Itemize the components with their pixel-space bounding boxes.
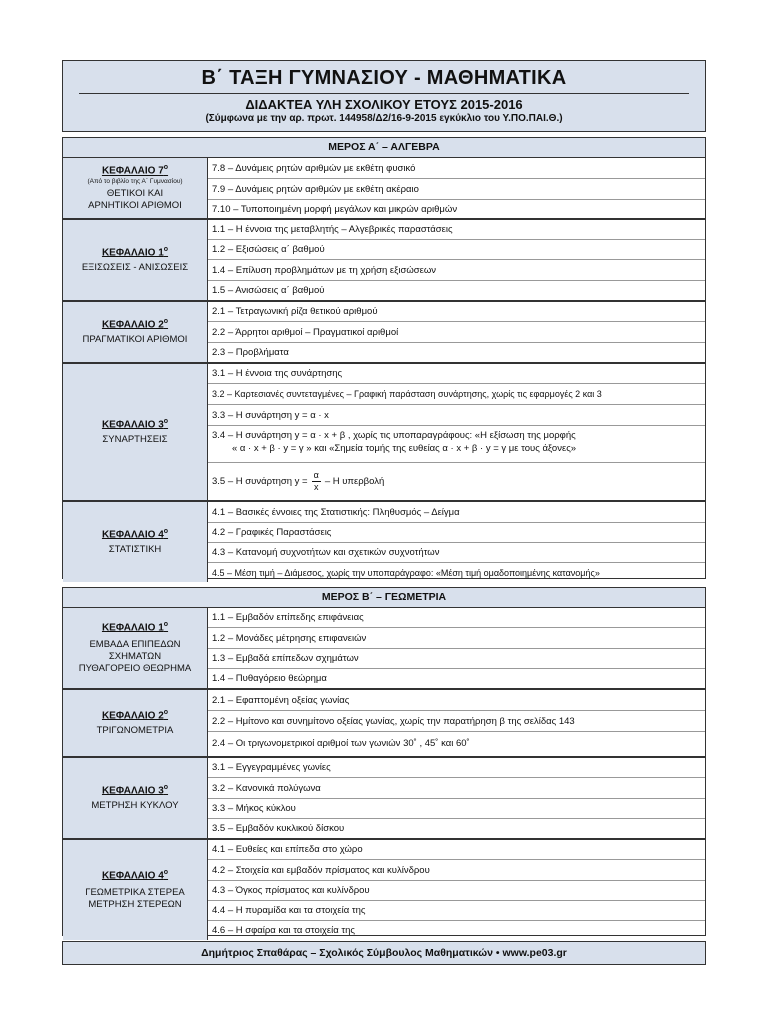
chapter-name: ΓΕΩΜΕΤΡΙΚΑ ΣΤΕΡΕΑ ΜΕΤΡΗΣΗ ΣΤΕΡΕΩΝ — [85, 887, 185, 911]
chapter-name: ΣΥΝΑΡΤΗΣΕΙΣ — [102, 434, 168, 446]
chapter-label — [63, 840, 208, 940]
geometry-section — [62, 587, 706, 936]
list-item: 4.1 – Βασικές έννοιες της Στατιστικής: Πληθυσμός – Δείγμα — [212, 506, 460, 518]
algebra-chapter-4 — [63, 500, 705, 582]
chapter-title: ΚΕΦΑΛΑΙΟ $1^o$ — [101, 620, 169, 634]
chapter-items — [208, 840, 705, 940]
chapter-name: ΜΕΤΡΗΣΗ ΚΥΚΛΟΥ — [91, 800, 179, 812]
document-note: (Σύμφωνα με την αρ. πρωτ. 144958/Δ2/16-9-2015 εγκύκλιο του Υ.ΠΟ.ΠΑΙ.Θ.) — [205, 113, 563, 124]
document-footer: Δημήτριος Σπαθάρας – Σχολικός Σύμβουλος Μαθηματικών • www.pe03.gr — [62, 941, 706, 965]
chapter-title: ΚΕΦΑΛΑΙΟ $2^o$ — [101, 708, 169, 722]
chapter-note: (Από το βιβλίο της Α΄ Γυμνασίου) — [87, 177, 183, 185]
fraction — [312, 470, 321, 493]
chapter-label — [63, 502, 208, 582]
algebra-chapter-1 — [63, 218, 705, 300]
chapter-items — [208, 364, 705, 500]
list-item: 4.6 – Η σφαίρα και τα στοιχεία της — [208, 920, 705, 940]
chapter-title: ΚΕΦΑΛΑΙΟ $4^o$ — [101, 868, 169, 882]
list-item-3-4 — [208, 425, 705, 462]
chapter-items — [208, 220, 705, 300]
list-item: 1.2 – Εξισώσεις α΄ βαθμού — [208, 239, 705, 259]
geometry-chapter-3 — [63, 756, 705, 838]
list-item: 1.5 – Ανισώσεις α΄ βαθμού — [208, 280, 705, 300]
chapter-items — [208, 608, 705, 688]
list-item: 2.3 – Προβλήματα — [208, 342, 705, 362]
list-item: 4.4 – Η πυραμίδα και τα στοιχεία της — [208, 900, 705, 920]
document-title: Β΄ ΤΑΞΗ ΓΥΜΝΑΣΙΟΥ - ΜΑΘΗΜΑΤΙΚΑ — [201, 67, 567, 89]
list-item: 4.2 – Γραφικές Παραστάσεις — [208, 522, 705, 542]
list-item: 4.1 – Ευθείες και επίπεδα στο χώρο — [212, 844, 363, 855]
list-item: 4.5 – Μέση τιμή – Διάμεσος, χωρίς την υποπαράγραφο: «Μέση τιμή ομαδοποιημένης κατανομής» — [208, 562, 705, 582]
list-item: 3.5 – Εμβαδόν κυκλικού δίσκου — [208, 818, 705, 838]
list-item: 3.3 – Η συνάρτηση y = α · x — [208, 404, 705, 425]
header-divider — [79, 93, 689, 94]
chapter-label — [63, 690, 208, 756]
list-item: 2.1 – Εφαπτομένη οξείας γωνίας — [212, 694, 350, 706]
chapter-name: ΤΡΙΓΩΝΟΜΕΤΡΙΑ — [96, 725, 174, 737]
formula-prefix: 3.5 – Η συνάρτηση y = — [212, 475, 308, 487]
document-header — [62, 60, 706, 132]
chapter-name: ΕΜΒΑΔΑ ΕΠΙΠΕΔΩΝ ΣΧΗΜΑΤΩΝ ΠΥΘΑΓΟΡΕΙΟ ΘΕΩΡΗΜΑ — [78, 639, 192, 675]
chapter-items — [208, 158, 705, 218]
chapter-label — [63, 220, 208, 300]
list-item: 4.3 – Όγκος πρίσματος και κυλίνδρου — [208, 880, 705, 900]
chapter-name: ΘΕΤΙΚΟΙ ΚΑΙ ΑΡΝΗΤΙΚΟΙ ΑΡΙΘΜΟΙ — [88, 187, 182, 211]
chapter-items — [208, 758, 705, 838]
list-item: 2.1 – Τετραγωνική ρίζα θετικού αριθμού — [212, 306, 378, 317]
chapter-name: ΠΡΑΓΜΑΤΙΚΟΙ ΑΡΙΘΜΟΙ — [82, 334, 188, 346]
chapter-title: ΚΕΦΑΛΑΙΟ $1^o$ — [101, 245, 169, 259]
list-item: 1.2 – Μονάδες μέτρησης επιφανειών — [208, 627, 705, 648]
list-item: 2.2 – Άρρητοι αριθμοί – Πραγματικοί αριθμοί — [208, 321, 705, 342]
algebra-section-title: ΜΕΡΟΣ Α΄ – ΑΛΓΕΒΡΑ — [63, 138, 705, 158]
algebra-section — [62, 137, 706, 579]
document-subtitle: ΔΙΔΑΚΤΕΑ ΥΛΗ ΣΧΟΛΙΚΟΥ ΕΤΟΥΣ 2015-2016 — [245, 97, 523, 112]
list-item: 3.1 – Εγγεγραμμένες γωνίες — [212, 762, 331, 773]
chapter-title: ΚΕΦΑΛΑΙΟ $3^o$ — [101, 783, 169, 797]
geometry-chapter-4 — [63, 838, 705, 940]
fraction-denominator: x — [313, 481, 319, 492]
chapter-title: ΚΕΦΑΛΑΙΟ $3^o$ — [101, 417, 169, 431]
chapter-name: ΕΞΙΣΩΣΕΙΣ - ΑΝΙΣΩΣΕΙΣ — [81, 262, 189, 274]
chapter-items — [208, 690, 705, 756]
formula-suffix: – Η υπερβολή — [324, 475, 385, 487]
list-item: 2.4 – Οι τριγωνομετρικοί αριθμοί των γωνιών 30˚ , 45˚ και 60˚ — [208, 731, 705, 755]
list-item: 1.1 – Εμβαδόν επίπεδης επιφάνειας — [212, 612, 364, 623]
list-item: 3.2 – Καρτεσιανές συντεταγμένες – Γραφική παράσταση συνάρτησης, χωρίς τις εφαρμογές 2 και 3 — [208, 383, 705, 404]
list-item: 2.2 – Ημίτονο και συνημίτονο οξείας γωνίας, χωρίς την παρατήρηση β της σελίδας 143 — [208, 710, 705, 731]
geometry-section-title: ΜΕΡΟΣ Β΄ – ΓΕΩΜΕΤΡΙΑ — [63, 588, 705, 608]
chapter-items — [208, 502, 705, 582]
list-item: 7.9 – Δυνάμεις ρητών αριθμών με εκθέτη ακέραιο — [208, 178, 705, 199]
algebra-chapter-3 — [63, 362, 705, 500]
list-item: 7.10 – Τυποποιημένη μορφή μεγάλων και μικρών αριθμών — [208, 199, 705, 219]
list-item: 1.3 – Εμβαδά επίπεδων σχημάτων — [208, 648, 705, 668]
chapter-title: ΚΕΦΑΛΑΙΟ $2^o$ — [101, 317, 169, 331]
list-item: 3.2 – Κανονικά πολύγωνα — [208, 777, 705, 798]
list-item: 7.8 – Δυνάμεις ρητών αριθμών με εκθέτη φυσικό — [212, 162, 416, 174]
list-item: 1.4 – Επίλυση προβλημάτων με τη χρήση εξισώσεων — [208, 259, 705, 280]
list-item: 4.3 – Κατανομή συχνοτήτων και σχετικών συχνοτήτων — [208, 542, 705, 562]
algebra-chapter-7 — [63, 158, 705, 218]
chapter-label — [63, 608, 208, 688]
list-item: 1.4 – Πυθαγόρειο θεώρημα — [208, 668, 705, 688]
list-item-3-5 — [208, 462, 705, 499]
chapter-label — [63, 364, 208, 500]
list-item: 4.2 – Στοιχεία και εμβαδόν πρίσματος και κυλίνδρου — [208, 859, 705, 880]
chapter-title: ΚΕΦΑΛΑΙΟ $7^o$ — [101, 164, 169, 177]
chapter-items — [208, 302, 705, 362]
chapter-label — [63, 302, 208, 362]
chapter-title: ΚΕΦΑΛΑΙΟ $4^o$ — [101, 527, 169, 541]
list-item-line: « α · x + β · y = γ » και «Σημεία τομής της ευθείας α · x + β · y = γ με τους άξονες» — [232, 443, 577, 454]
list-item: 3.3 – Μήκος κύκλου — [208, 798, 705, 818]
algebra-chapter-2 — [63, 300, 705, 362]
chapter-name: ΣΤΑΤΙΣΤΙΚΗ — [108, 544, 162, 556]
chapter-label — [63, 158, 208, 218]
geometry-chapter-1 — [63, 608, 705, 688]
list-item: 3.1 – Η έννοια της συνάρτησης — [212, 368, 343, 379]
geometry-chapter-2 — [63, 688, 705, 756]
list-item: 1.1 – Η έννοια της μεταβλητής – Αλγεβρικές παραστάσεις — [212, 224, 453, 235]
list-item-line: 3.4 – Η συνάρτηση y = α · x + β , χωρίς τις υποπαραγράφους: «Η εξίσωση της μορφής — [212, 430, 576, 441]
chapter-label — [63, 758, 208, 838]
fraction-numerator: α — [313, 469, 319, 480]
